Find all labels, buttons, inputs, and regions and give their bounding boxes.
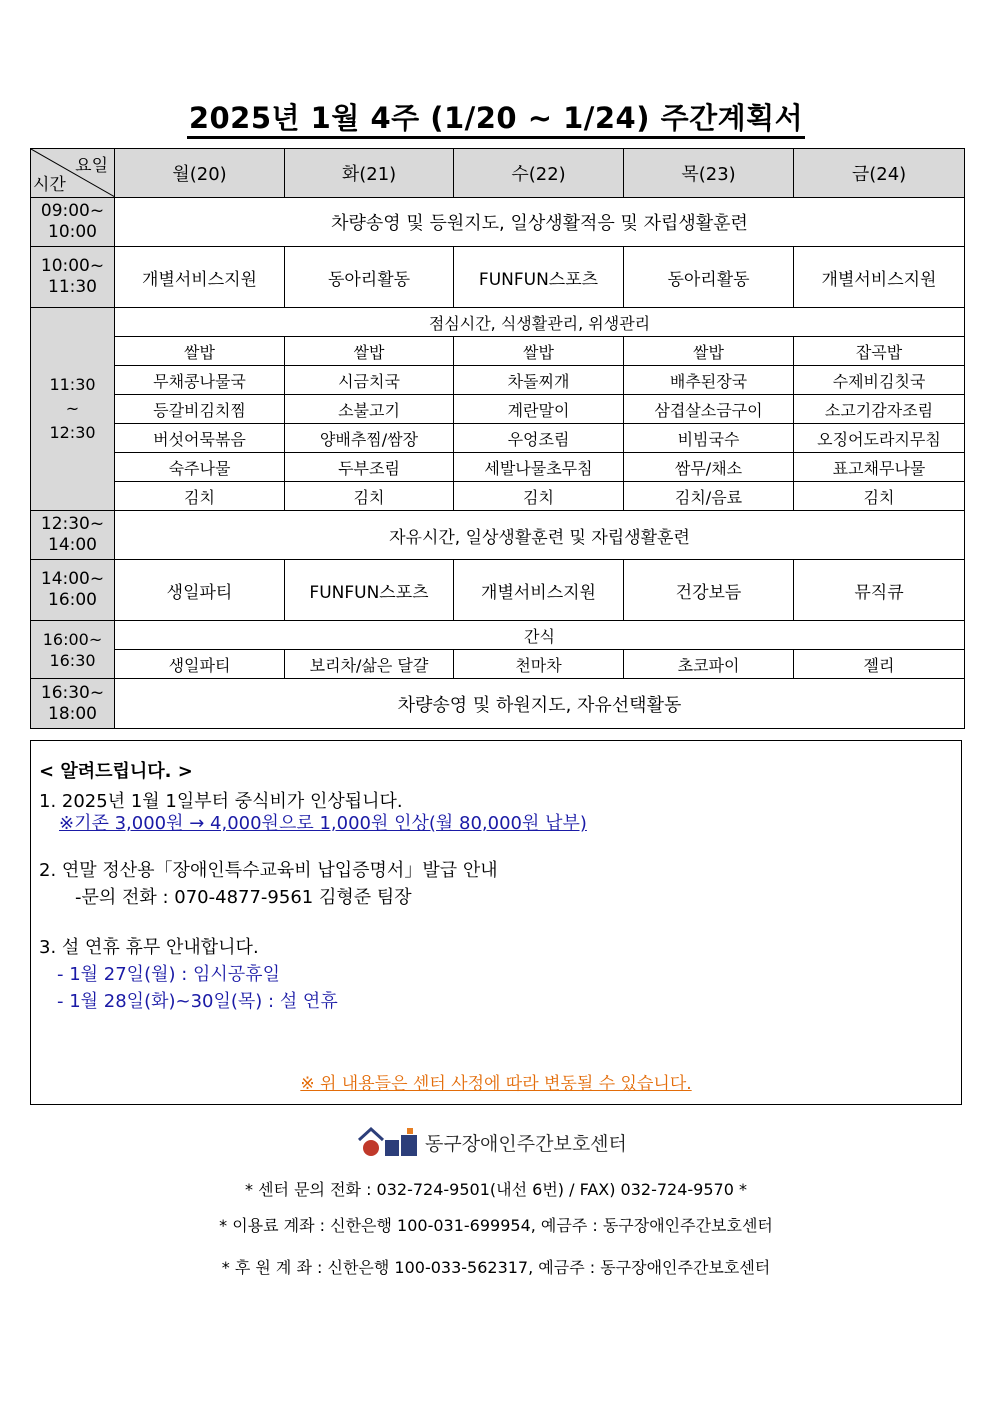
menu-cell: 계란말이 — [454, 395, 624, 424]
activity-cell: 차량송영 및 하원지도, 자유선택활동 — [115, 679, 965, 729]
menu-cell: 숙주나물 — [115, 453, 285, 482]
menu-cell: 김치 — [794, 482, 965, 511]
menu-row — [31, 482, 965, 511]
menu-cell: 오징어도라지무침 — [794, 424, 965, 453]
activity-cell: 차량송영 및 등원지도, 일상생활적응 및 자립생활훈련 — [115, 198, 965, 247]
time-cell: 12:30~ 14:00 — [31, 511, 115, 560]
schedule-row — [31, 679, 965, 729]
menu-row — [31, 366, 965, 395]
menu-cell: 세발나물초무침 — [454, 453, 624, 482]
house-logo-icon — [357, 1126, 419, 1158]
time-cell: 10:00~ 11:30 — [31, 247, 115, 308]
schedule-row — [31, 198, 965, 247]
activity-cell: FUNFUN스포츠 — [454, 247, 624, 308]
time-cell: 09:00~ 10:00 — [31, 198, 115, 247]
snack-row — [31, 650, 965, 679]
header-row — [31, 149, 965, 198]
menu-cell: 두부조림 — [285, 453, 454, 482]
activity-cell: 개별서비스지원 — [794, 247, 965, 308]
time-cell: 16:30~ 18:00 — [31, 679, 115, 729]
menu-cell: 시금치국 — [285, 366, 454, 395]
corner-cell — [31, 149, 115, 198]
snack-header: 간식 — [115, 621, 965, 650]
menu-cell: 쌈무/채소 — [624, 453, 794, 482]
notice-footnote: ※ 위 내용들은 센터 사정에 따라 변동될 수 있습니다. — [300, 1074, 692, 1094]
donation-account: * 후 원 계 좌 : 신한은행 100-033-562317, 예금주 : 동구장애인주간보호센터 — [221, 1258, 771, 1277]
weekly-schedule-table — [30, 148, 965, 729]
menu-cell: 비빔국수 — [624, 424, 794, 453]
day-header: 목(23) — [624, 149, 794, 198]
activity-cell: 개별서비스지원 — [115, 247, 285, 308]
notice-item: 2. 연말 정산용「장애인특수교육비 납입증명서」발급 안내 — [39, 860, 498, 881]
menu-cell: 쌀밥 — [454, 337, 624, 366]
activity-cell: 건강보듬 — [624, 560, 794, 621]
menu-cell: 수제비김칫국 — [794, 366, 965, 395]
day-header: 금(24) — [794, 149, 965, 198]
activity-cell: 뮤직큐 — [794, 560, 965, 621]
menu-cell: 소고기감자조림 — [794, 395, 965, 424]
menu-cell: 삼겹살소금구이 — [624, 395, 794, 424]
snack-header-row — [31, 621, 965, 650]
schedule-row — [31, 511, 965, 560]
activity-cell: 동아리활동 — [285, 247, 454, 308]
center-logo — [357, 1125, 627, 1159]
schedule-row — [31, 560, 965, 621]
menu-cell: 김치 — [115, 482, 285, 511]
menu-cell: 우엉조림 — [454, 424, 624, 453]
activity-cell: 개별서비스지원 — [454, 560, 624, 621]
snack-cell: 초코파이 — [624, 650, 794, 679]
menu-cell: 소불고기 — [285, 395, 454, 424]
notice-subitem: - 1월 27일(월) : 임시공휴일 — [57, 964, 280, 985]
menu-row — [31, 453, 965, 482]
snack-cell: 천마차 — [454, 650, 624, 679]
time-cell: 11:30 ~ 12:30 — [31, 308, 115, 511]
notice-item: 1. 2025년 1월 1일부터 중식비가 인상됩니다. — [39, 791, 403, 812]
lunch-header-row — [31, 308, 965, 337]
menu-cell: 양배추찜/쌈장 — [285, 424, 454, 453]
menu-cell: 쌀밥 — [285, 337, 454, 366]
page-title: 2025년 1월 4주 (1/20 ~ 1/24) 주간계획서 — [0, 96, 992, 137]
time-label: 시간 — [33, 175, 66, 195]
lunch-header: 점심시간, 식생활관리, 위생관리 — [115, 308, 965, 337]
menu-cell: 차돌찌개 — [454, 366, 624, 395]
day-header: 수(22) — [454, 149, 624, 198]
day-label: 요일 — [75, 156, 108, 176]
menu-cell: 쌀밥 — [115, 337, 285, 366]
fee-account: * 이용료 계좌 : 신한은행 100-031-699954, 예금주 : 동구장애인주간보호센터 — [219, 1216, 773, 1235]
notice-subitem: ※기존 3,000원 → 4,000원으로 1,000원 인상(월 80,000원 납부) — [59, 813, 587, 834]
time-cell: 14:00~ 16:00 — [31, 560, 115, 621]
center-name: 동구장애인주간보호센터 — [425, 1132, 627, 1155]
notice-subitem: - 1월 28일(화)~30일(목) : 설 연휴 — [57, 991, 338, 1012]
menu-cell: 잡곡밥 — [794, 337, 965, 366]
menu-cell: 표고채무나물 — [794, 453, 965, 482]
menu-row — [31, 424, 965, 453]
snack-cell: 보리차/삶은 달걀 — [285, 650, 454, 679]
menu-cell: 김치 — [454, 482, 624, 511]
menu-cell: 김치 — [285, 482, 454, 511]
activity-cell: 생일파티 — [115, 560, 285, 621]
day-header: 월(20) — [115, 149, 285, 198]
snack-cell: 젤리 — [794, 650, 965, 679]
notice-heading: < 알려드립니다. > — [39, 761, 193, 782]
notice-item: 3. 설 연휴 휴무 안내합니다. — [39, 937, 259, 958]
menu-cell: 무채콩나물국 — [115, 366, 285, 395]
schedule-row — [31, 247, 965, 308]
menu-row — [31, 395, 965, 424]
menu-cell: 김치/음료 — [624, 482, 794, 511]
contact-phone: * 센터 문의 전화 : 032-724-9501(내선 6번) / FAX) 032-724-9570 * — [245, 1180, 747, 1199]
menu-row — [31, 337, 965, 366]
notice-subitem: -문의 전화 : 070-4877-9561 김형준 팀장 — [75, 887, 412, 908]
activity-cell: FUNFUN스포츠 — [285, 560, 454, 621]
day-header: 화(21) — [285, 149, 454, 198]
time-cell: 16:00~ 16:30 — [31, 621, 115, 679]
snack-cell: 생일파티 — [115, 650, 285, 679]
menu-cell: 등갈비김치찜 — [115, 395, 285, 424]
menu-cell: 버섯어묵볶음 — [115, 424, 285, 453]
activity-cell: 자유시간, 일상생활훈련 및 자립생활훈련 — [115, 511, 965, 560]
activity-cell: 동아리활동 — [624, 247, 794, 308]
notice-box — [30, 740, 962, 1105]
menu-cell: 배추된장국 — [624, 366, 794, 395]
menu-cell: 쌀밥 — [624, 337, 794, 366]
